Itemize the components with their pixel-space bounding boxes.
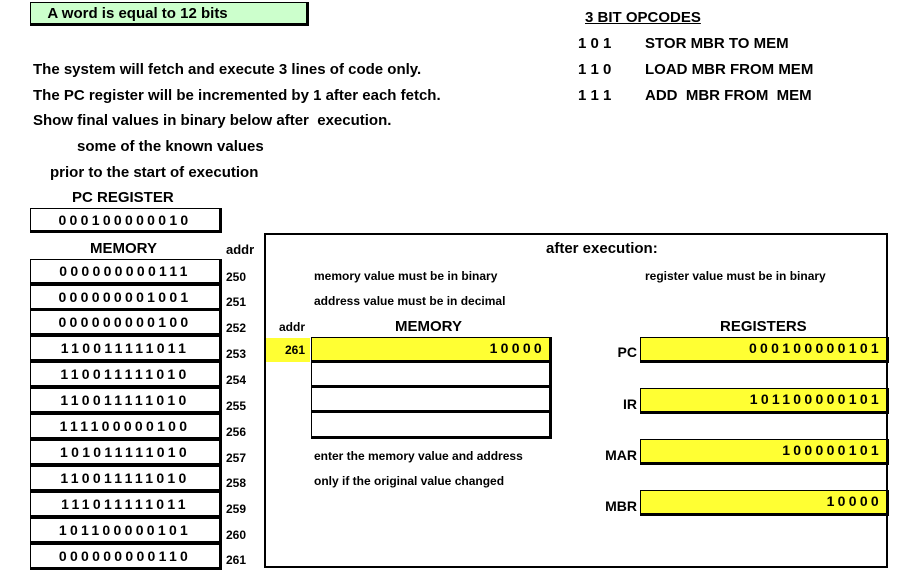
after-memory-cell[interactable] xyxy=(311,412,552,439)
memory-addr: 257 xyxy=(226,451,247,465)
note-address-decimal: address value must be in decimal xyxy=(314,294,506,308)
memory-row xyxy=(30,336,222,362)
register-mar-cell[interactable] xyxy=(640,439,889,465)
instruction-line-3: Show final values in binary below after execution. xyxy=(33,112,392,129)
memory-addr: 252 xyxy=(226,321,247,335)
memory-value: 101100000101 xyxy=(58,522,192,538)
memory-value: 110011111010 xyxy=(60,392,190,408)
memory-row xyxy=(30,492,222,518)
after-addr-value: 261 xyxy=(285,343,306,357)
memory-value: 000000001001 xyxy=(58,289,192,305)
memory-value: 111011111011 xyxy=(61,496,189,512)
memory-value: 110011111010 xyxy=(60,366,190,382)
memory-value: 000000000100 xyxy=(58,314,192,330)
memory-row xyxy=(30,544,222,570)
memory-row xyxy=(30,466,222,492)
register-ir-cell[interactable] xyxy=(640,388,889,414)
memory-addr: 260 xyxy=(226,528,247,542)
after-memory-cell[interactable] xyxy=(311,387,552,413)
opcode-label-3: ADD MBR FROM MEM xyxy=(645,87,812,104)
register-label-ir: IR xyxy=(623,396,637,412)
memory-addr: 258 xyxy=(226,476,247,490)
memory-addr: 254 xyxy=(226,373,247,387)
memory-addr: 251 xyxy=(226,295,247,309)
memory-value: 110011111010 xyxy=(60,470,190,486)
memory-row xyxy=(30,388,222,414)
memory-row xyxy=(30,285,222,311)
opcode-code-3: 1 1 1 xyxy=(578,87,612,104)
opcode-label-1: STOR MBR TO MEM xyxy=(645,35,789,52)
enter-note-line-1: enter the memory value and address xyxy=(314,449,523,463)
memory-addr: 253 xyxy=(226,347,247,361)
register-pc-value: 000100000101 xyxy=(748,340,882,356)
memory-addr: 259 xyxy=(226,502,247,516)
after-memory-cell[interactable] xyxy=(311,337,552,363)
memory-value: 101011111010 xyxy=(60,444,190,460)
after-addr-label: addr xyxy=(279,320,306,334)
memory-row xyxy=(30,440,222,466)
enter-note-line-2: only if the original value changed xyxy=(314,474,505,488)
memory-row xyxy=(30,310,222,336)
opcode-code-2: 1 1 0 xyxy=(578,61,612,78)
memory-addr: 255 xyxy=(226,399,247,413)
after-execution-title: after execution: xyxy=(546,240,658,257)
memory-addr-label: addr xyxy=(226,242,255,257)
memory-value: 000000000110 xyxy=(58,548,192,564)
known-values-line-2: prior to the start of execution xyxy=(50,164,259,181)
opcode-label-2: LOAD MBR FROM MEM xyxy=(645,61,814,78)
after-memory-value: 10000 xyxy=(489,340,545,356)
memory-label: MEMORY xyxy=(90,240,157,257)
register-label-mar: MAR xyxy=(605,447,637,463)
opcode-code-1: 1 0 1 xyxy=(578,35,612,52)
pc-register-label: PC REGISTER xyxy=(72,189,174,206)
memory-row xyxy=(30,362,222,388)
memory-value: 111100000100 xyxy=(59,418,191,434)
memory-addr: 261 xyxy=(226,553,247,567)
note-register-binary: register value must be in binary xyxy=(645,269,826,283)
memory-row xyxy=(30,259,222,285)
after-addr-cell[interactable] xyxy=(266,338,310,362)
instruction-line-1: The system will fetch and execute 3 lines of code only. xyxy=(33,61,422,78)
memory-addr: 250 xyxy=(226,270,247,284)
register-label-pc: PC xyxy=(617,344,637,360)
memory-value: 110011111011 xyxy=(60,340,190,356)
opcodes-title: 3 BIT OPCODES xyxy=(585,9,701,26)
register-mar-value: 100000101 xyxy=(782,442,882,458)
word-size-text: A word is equal to 12 bits xyxy=(47,4,228,22)
memory-addr: 256 xyxy=(226,425,247,439)
pc-register-initial-value: 000100000010 xyxy=(58,211,192,228)
memory-table xyxy=(30,259,230,569)
memory-row xyxy=(30,414,222,440)
register-mbr-value: 10000 xyxy=(826,493,882,509)
instruction-line-2: The PC register will be incremented by 1 after each fetch. xyxy=(33,87,441,104)
register-mbr-cell[interactable] xyxy=(640,490,889,516)
register-label-mbr: MBR xyxy=(605,498,637,514)
after-memory-label: MEMORY xyxy=(395,318,462,335)
registers-label: REGISTERS xyxy=(720,318,807,335)
register-pc-cell[interactable] xyxy=(640,337,889,363)
after-memory-cell[interactable] xyxy=(311,362,552,388)
memory-row xyxy=(30,518,222,544)
register-ir-value: 101100000101 xyxy=(749,391,882,407)
known-values-line-1: some of the known values xyxy=(77,138,264,155)
note-memory-binary: memory value must be in binary xyxy=(314,269,498,283)
memory-value: 000000000111 xyxy=(59,263,191,279)
pc-register-initial xyxy=(30,208,222,233)
word-size-box xyxy=(30,2,309,26)
